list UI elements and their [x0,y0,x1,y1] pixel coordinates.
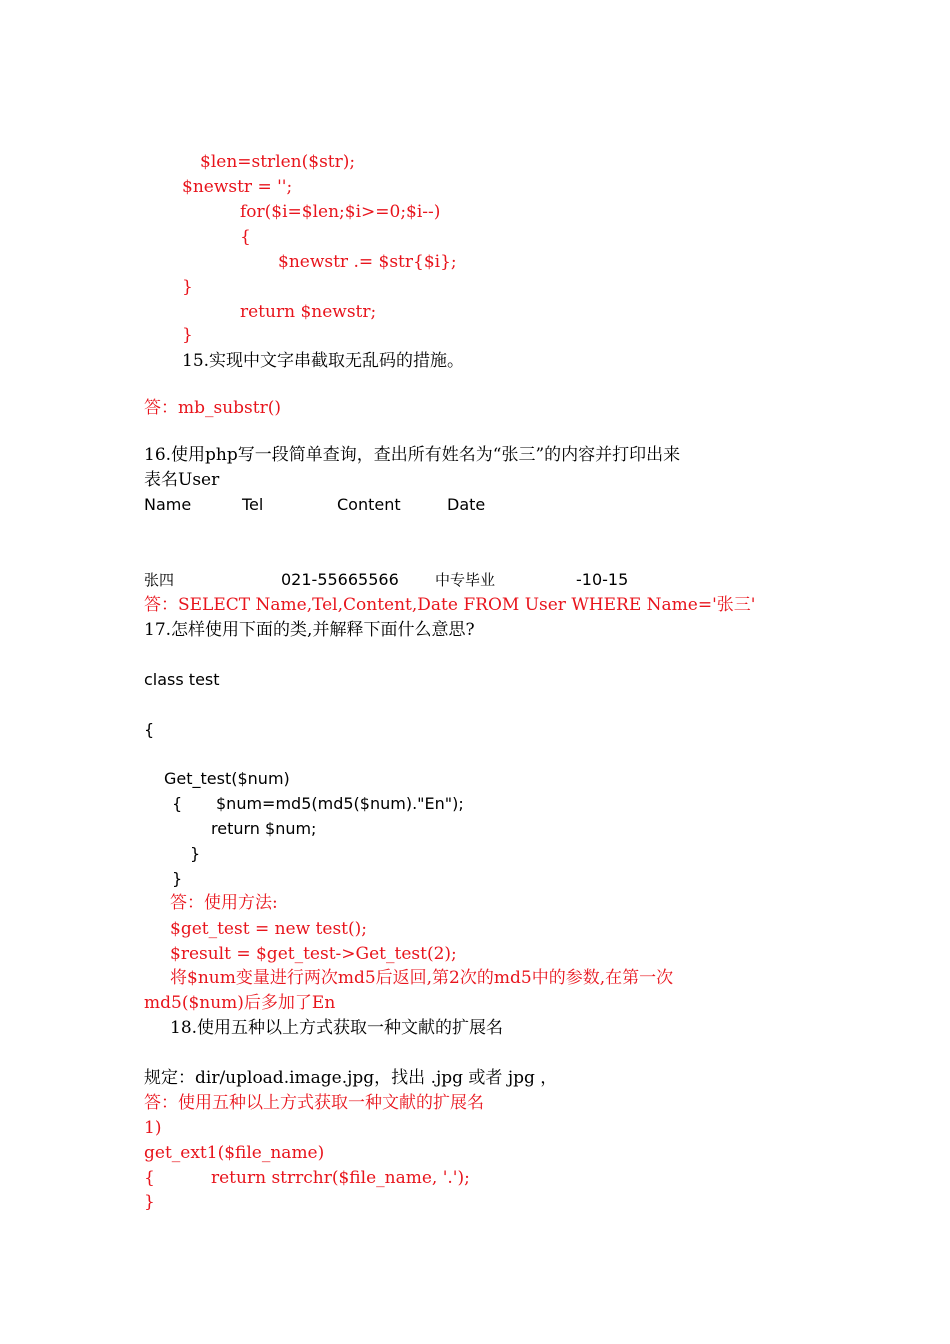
q17-close-brace-2: } [172,869,183,888]
q18-method-number: 1) [144,1118,162,1138]
q16-row-name: 张四 [144,571,175,589]
q17-brace-open2: { [172,794,183,813]
q16-table-label: 表名User [144,470,220,490]
code-len-line: $len=strlen($str); [200,152,356,172]
q17-answer-explain-1: 将$num变量进行两次md5后返回,第2次的md5中的参数,在第一次 [170,968,674,988]
code-return-line: return $newstr; [240,302,377,322]
q18-question: 18.使用五种以上方式获取一种文献的扩展名 [170,1018,504,1038]
q15-answer: 答：mb_substr() [144,398,282,418]
code-newstr-line: $newstr = ''; [182,177,293,197]
q16-row-content: 中专毕业 [435,571,496,589]
q16-header-tel: Tel [242,495,264,514]
code-open-brace: { [240,227,251,247]
q18-answer: 答：使用五种以上方式获取一种文献的扩展名 [144,1093,484,1113]
q16-row-date: -10-15 [576,570,629,589]
q17-return-line: return $num; [211,819,317,838]
q17-method-line: Get_test($num) [164,769,290,788]
q16-question: 16.使用php写一段简单查询，查出所有姓名为“张三”的内容并打印出来 [144,445,681,465]
q16-header-content: Content [337,495,401,514]
code-for-line: for($i=$len;$i>=0;$i--) [240,202,441,222]
q17-answer-line2: $result = $get_test->Get_test(2); [170,944,457,964]
q17-class-line: class test [144,670,220,689]
q16-header-date: Date [447,495,486,514]
q16-row-tel: 021-55665566 [281,570,399,589]
q16-answer: 答：SELECT Name,Tel,Content,Date FROM User WHERE Name='张三' [144,595,756,615]
q17-answer-line1: $get_test = new test(); [170,919,367,939]
q18-func-line: get_ext1($file_name) [144,1143,325,1163]
q18-rule: 规定：dir/upload.image.jpg，找出 .jpg 或者 jpg ， [144,1068,558,1088]
q17-answer-heading: 答：使用方法: [170,893,278,913]
q17-assign-line: $num=md5(md5($num)."En"); [216,794,464,813]
q17-question: 17.怎样使用下面的类,并解释下面什么意思? [144,620,475,640]
q17-open-brace: { [144,720,155,739]
q18-body-return: return strrchr($file_name, '.'); [211,1168,470,1188]
q15-question: 15.实现中文字串截取无乱码的措施。 [182,351,465,371]
q17-answer-explain-2: md5($num)后多加了En [144,993,336,1013]
code-concat-line: $newstr .= $str{$i}; [278,252,457,272]
q18-body-close: } [144,1192,155,1212]
q18-body-open: { [144,1168,155,1188]
code-close-brace-1: } [182,277,193,297]
q17-close-brace-1: } [190,844,201,863]
q16-header-name: Name [144,495,192,514]
code-close-brace-2: } [182,325,193,345]
